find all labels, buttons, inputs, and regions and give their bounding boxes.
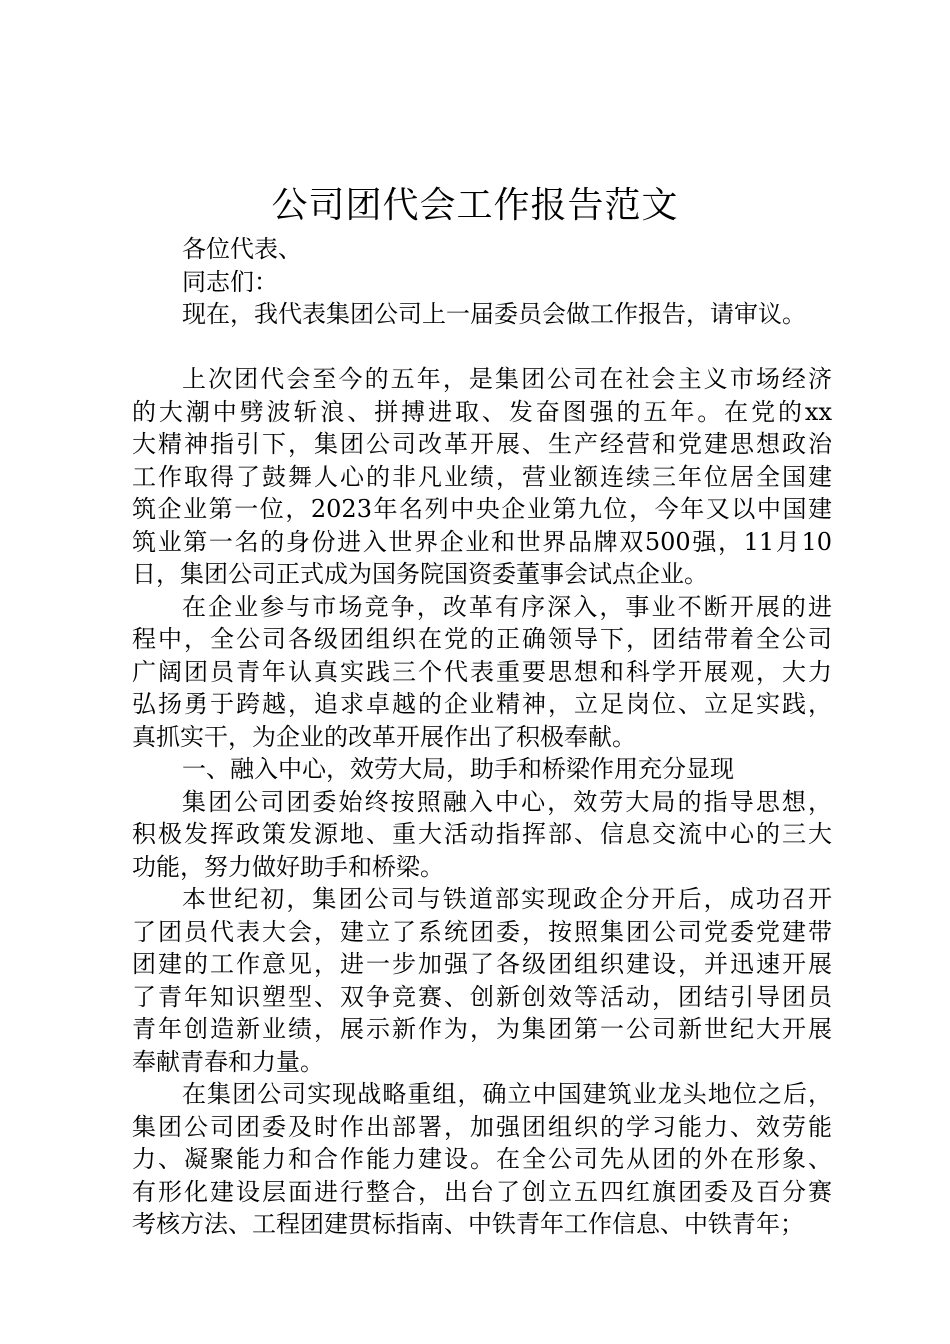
paragraph-line: 集团公司团委及时作出部署，加强团组织的学习能力、效劳能 xyxy=(132,1112,832,1141)
paragraph xyxy=(132,591,832,754)
paragraph xyxy=(132,786,832,884)
paragraph-line: 了青年知识塑型、双争竞赛、创新创效等活动，团结引导团员 xyxy=(132,982,832,1011)
paragraph xyxy=(132,883,832,1078)
paragraph-line: 广阔团员青年认真实践三个代表重要思想和科学开展观，大力 xyxy=(132,657,832,686)
greeting-line: 各位代表、 xyxy=(182,235,302,263)
paragraph-line: 在集团公司实现战略重组，确立中国建筑业龙头地位之后， xyxy=(182,1080,832,1108)
paragraph-line: 了团员代表大会，建立了系统团委，按照集团公司党委党建带 xyxy=(132,917,832,946)
paragraph-line: 程中，全公司各级团组织在党的正确领导下，团结带着全公司 xyxy=(132,625,832,653)
paragraph-line: 在企业参与市场竞争，改革有序深入，事业不断开展的进 xyxy=(182,592,832,621)
paragraph-spacer xyxy=(132,331,832,364)
paragraph-line: 青年创造新业绩，展示新作为，为集团第一公司新世纪大开展 xyxy=(132,1015,832,1043)
paragraph-line: 奉献青春和力量。 xyxy=(132,1047,324,1076)
paragraph-line: 功能，努力做好助手和桥梁。 xyxy=(132,852,444,881)
paragraph-line: 力、凝聚能力和合作能力建设。在全公司先从团的外在形象、 xyxy=(132,1145,832,1173)
paragraph-line: 工作取得了鼓舞人心的非凡业绩，营业额连续三年位居全国建 xyxy=(132,462,832,491)
paragraph-line: 一、融入中心，效劳大局，助手和桥梁作用充分显现 xyxy=(182,755,734,783)
paragraph-line: 真抓实干，为企业的改革开展作出了积极奉献。 xyxy=(132,722,636,751)
paragraph-list xyxy=(132,363,832,1241)
paragraph-line: 考核方法、工程团建贯标指南、中铁青年工作信息、中铁青年； xyxy=(132,1210,804,1238)
paragraph xyxy=(132,363,832,591)
paragraph-line: 的大潮中劈波斩浪、拼搏进取、发奋图强的五年。在党的xx xyxy=(132,397,832,426)
paragraph-line: 弘扬勇于跨越，追求卓越的企业精神，立足岗位、立足实践， xyxy=(132,690,832,718)
document-title: 公司团代会工作报告范文 xyxy=(271,185,679,226)
paragraph-line: 日，集团公司正式成为国务院国资委董事会试点企业。 xyxy=(132,560,708,588)
paragraph-line: 筑企业第一位，2023年名列中央企业第九位，今年又以中国建 xyxy=(132,495,832,523)
paragraph-line: 上次团代会至今的五年，是集团公司在社会主义市场经济 xyxy=(182,365,832,393)
paragraph-line: 大精神指引下，集团公司改革开展、生产经营和党建思想政治 xyxy=(132,430,832,458)
paragraph-line: 有形化建设层面进行整合，出台了创立五四红旗团委及百分赛 xyxy=(132,1177,832,1206)
paragraph-line: 团建的工作意见，进一步加强了各级团组织建设，并迅速开展 xyxy=(132,950,832,978)
paragraph xyxy=(132,753,832,786)
greeting-line: 同志们： xyxy=(182,267,278,296)
paragraph xyxy=(132,1078,832,1241)
paragraph-line: 本世纪初，集团公司与铁道部实现政企分开后，成功召开 xyxy=(182,885,832,913)
paragraph-line: 筑业第一名的身份进入世界企业和世界品牌双500强，11月10 xyxy=(132,527,832,556)
paragraph-line: 集团公司团委始终按照融入中心，效劳大局的指导思想， xyxy=(182,787,832,816)
opening-line: 现在，我代表集团公司上一届委员会做工作报告，请审议。 xyxy=(182,300,806,328)
document-body xyxy=(132,233,832,1241)
paragraph-line: 积极发挥政策发源地、重大活动指挥部、信息交流中心的三大 xyxy=(132,820,832,848)
